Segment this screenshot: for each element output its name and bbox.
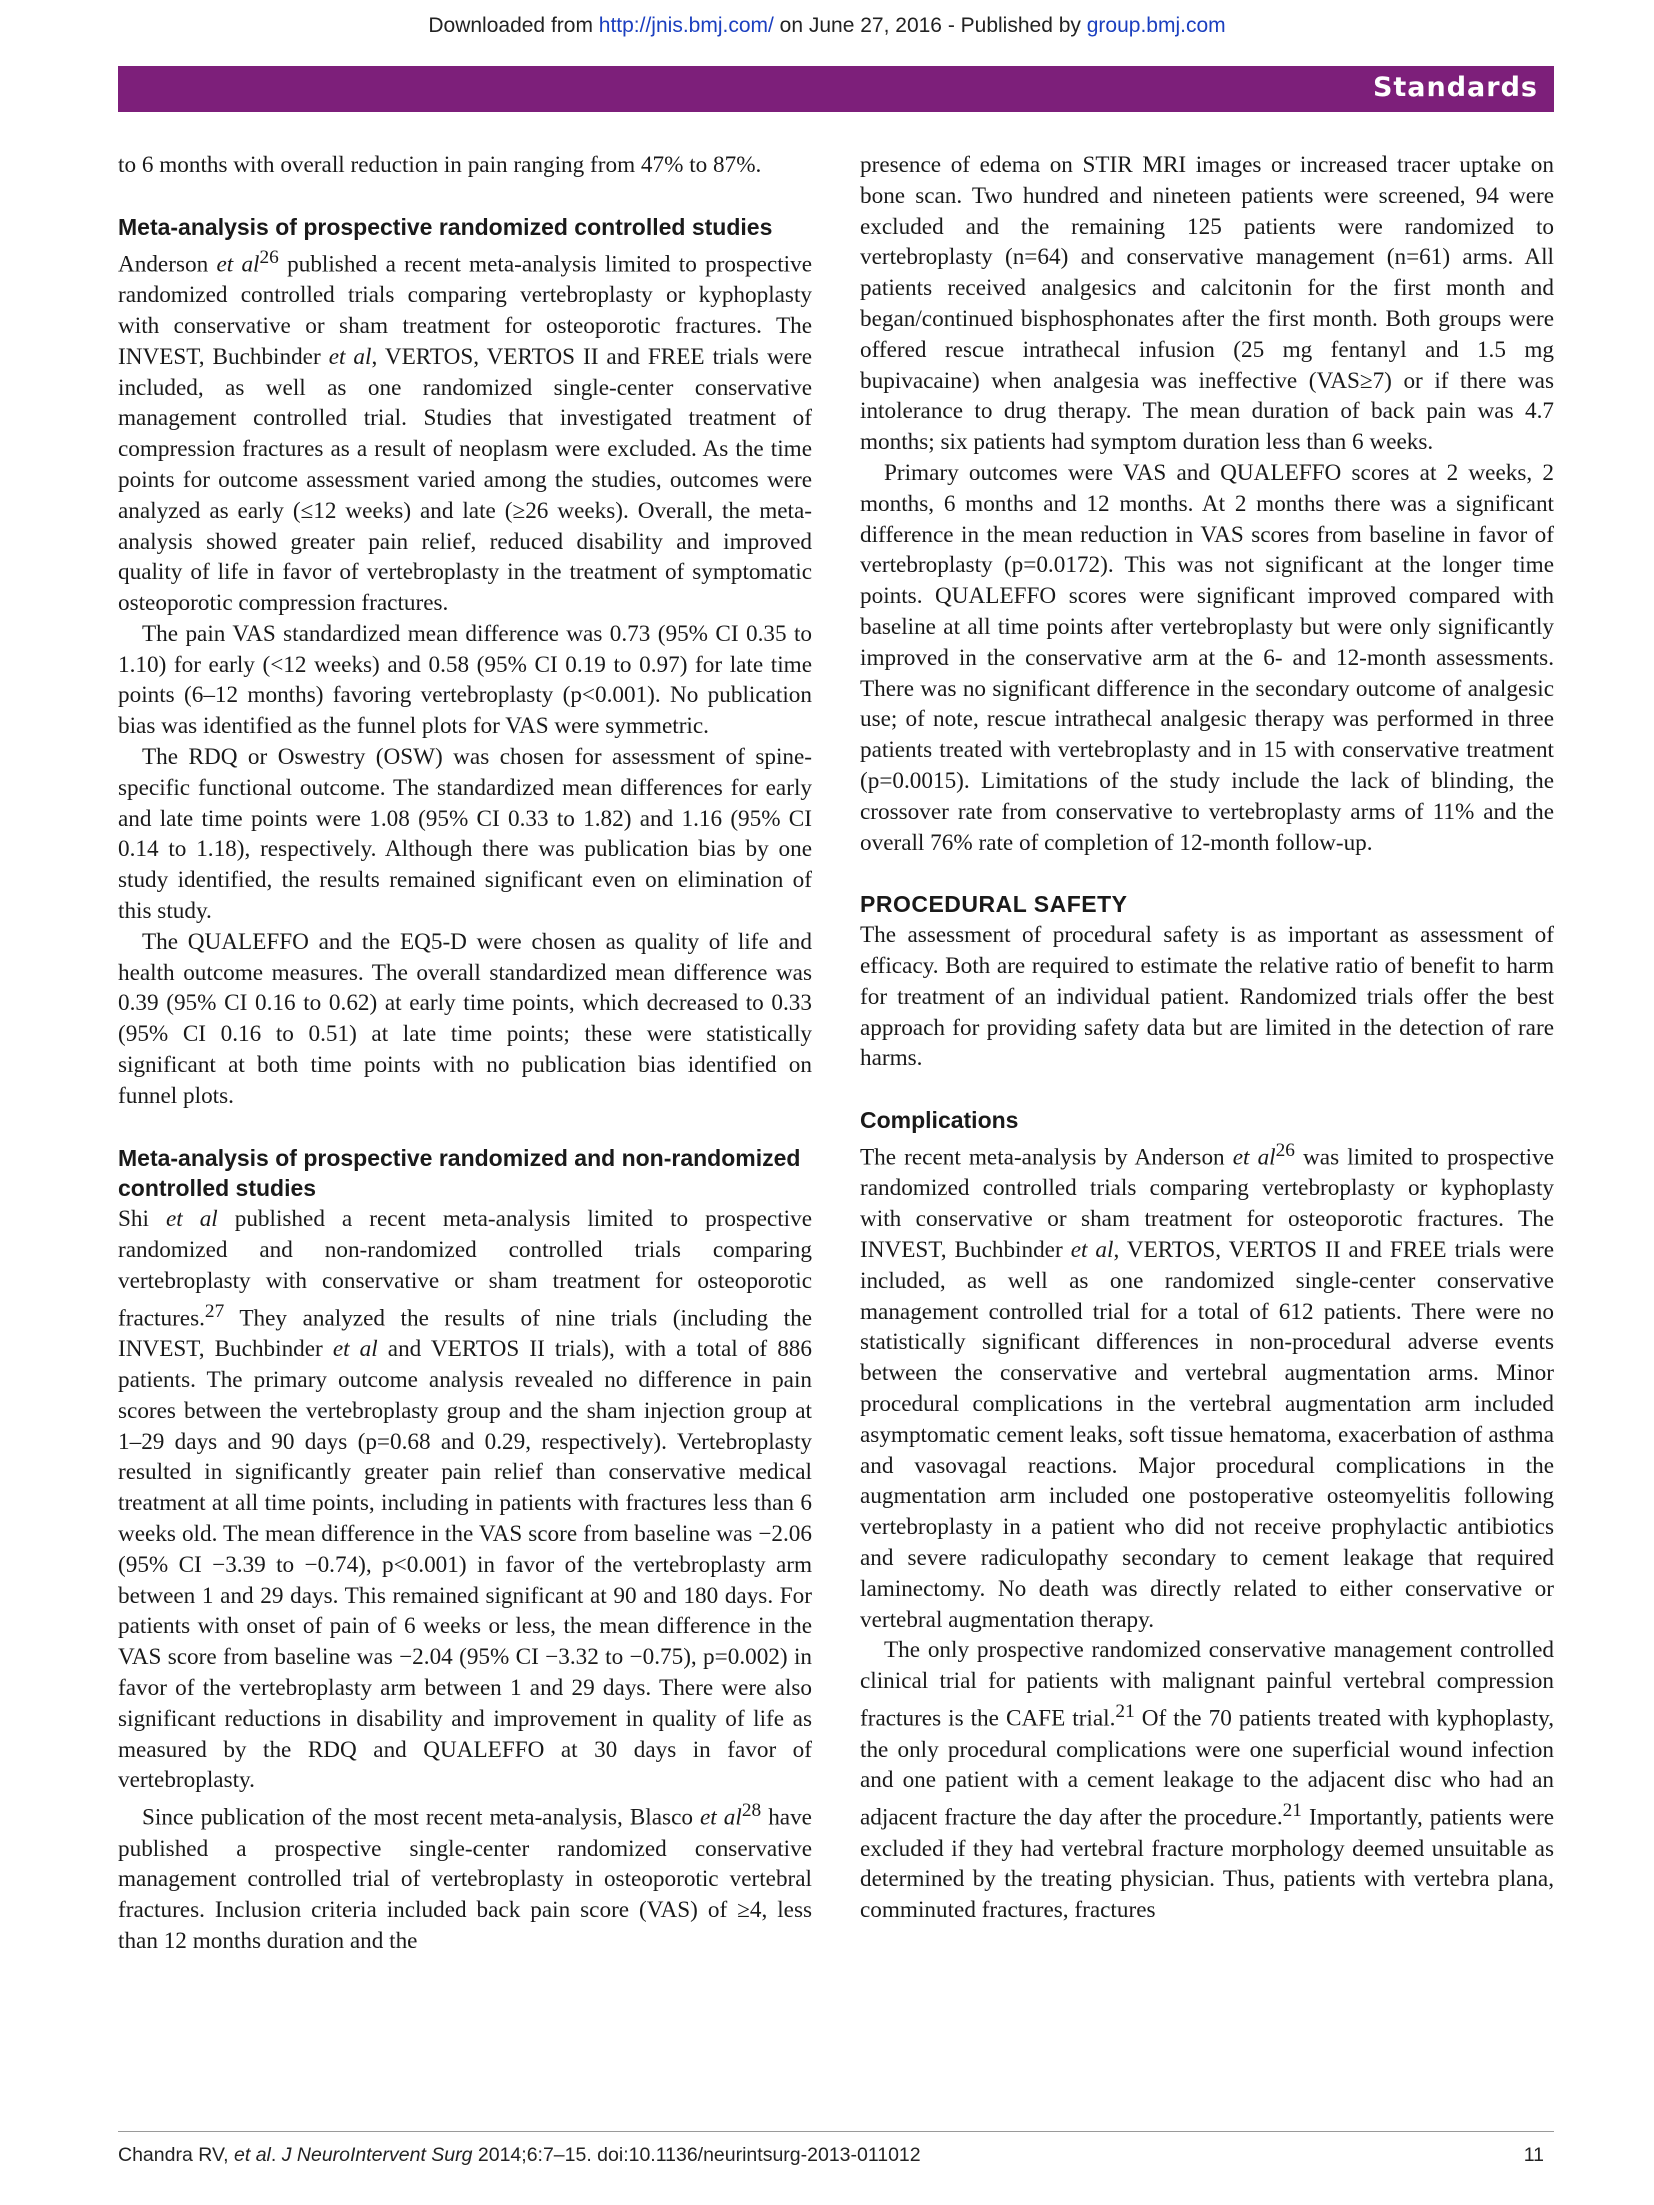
- subsection-heading: Meta-analysis of prospective randomized and non-randomized controlled studies: [118, 1144, 801, 1202]
- section-title: Standards: [1372, 72, 1538, 103]
- paragraph: Anderson et $al^{26}$ published a recent meta-analysis limited to prospective randomized controlled trials comparing vertebroplasty or kyphoplasty with conservative or sham treatment for osteoporotic fractures. The INVEST, Buchbinder et al, VERTOS, VERTOS II and FREE trials were included, as well as one randomized single-center conservative management controlled trial. Studies that investigated treatment of compression fractures as a result of neoplasm were excluded. As the time points for outcome assessment varied among the studies, outcomes were analyzed as early (≤12 weeks) and late (≥26 weeks). Overall, the meta-analysis showed greater pain relief, reduced disability and improved quality of life in favor of vertebroplasty in the treatment of symptomatic osteoporotic compression fractures.: [118, 246, 812, 617]
- paragraph: The RDQ or Oswestry (OSW) was chosen for assessment of spine-specific functional outcome. The standardized mean differences for early and late time points were 1.08 (95% CI 0.33 to 1.82) and 1.16 (95% CI 0.14 to 1.18), respectively. Although there was publication bias by one study identified, the results remained significant even on elimination of this study.: [118, 744, 812, 925]
- left-column: [118, 150, 812, 1957]
- subsection-heading: Meta-analysis of prospective randomized controlled studies: [118, 213, 773, 240]
- download-banner: Downloaded from http://jnis.bmj.com/ on June 27, 2016 - Published by group.bmj.com: [428, 14, 1226, 37]
- subsection-heading: Complications: [860, 1107, 1019, 1134]
- page-number: 11: [1523, 2144, 1544, 2166]
- paragraph: to 6 months with overall reduction in pain ranging from 47% to 87%.: [118, 152, 762, 178]
- paragraph: Primary outcomes were VAS and QUALEFFO scores at 2 weeks, 2 months, 6 months and 12 months. At 2 months there was a significant difference in the mean reduction in VAS scores from baseline in favor of vertebroplasty (p=0.0172). This was not significant at the longer time points. QUALEFFO scores were significant improved compared with baseline at all time points after vertebroplasty but were only significantly improved in the conservative arm at the 6- and 12-month assessments. There was no significant difference in the secondary outcome of analgesic use; of note, rescue intrathecal analgesic therapy was performed in three patients treated with vertebroplasty and in 15 with conservative treatment (p=0.0015). Limitations of the study include the lack of blinding, the crossover rate from conservative to vertebroplasty arms of 11% and the overall 76% rate of completion of 12-month follow-up.: [860, 459, 1554, 856]
- paragraph: presence of edema on STIR MRI images or increased tracer uptake on bone scan. Two hundred and nineteen patients were screened, 94 were excluded and the remaining 125 patients were randomized to vertebroplasty (n=64) and conservative management (n=61) arms. All patients received analgesics and calcitonin for the first month and began/continued bisphosphonates after the first month. Both groups were offered rescue intrathecal infusion (25 mg fentanyl and 1.5 mg bupivacaine) when analgesia was ineffective (VAS≥7) or if there was intolerance to drug therapy. The mean duration of back pain was 4.7 months; six patients had symptom duration less than 6 weeks.: [860, 152, 1554, 456]
- right-column: [860, 150, 1554, 1926]
- footer-divider: [118, 2131, 1554, 2132]
- citation: Chandra RV, et al. J NeuroIntervent Surg 2014;6:7–15. doi:10.1136/neurintsurg-2013-011012: [118, 2144, 921, 2166]
- paragraph: Since publication of the most recent meta-analysis, Blasco et $al^{28}$ have published a prospective single-center randomized conservative management controlled trial of vertebroplasty in osteoporotic vertebral fractures. Inclusion criteria included back pain score (VAS) of ≥4, less than 12 months duration and the: [118, 1800, 812, 1955]
- paragraph: The only prospective randomized conservative management controlled clinical trial for patients with malignant painful vertebral compression fractures is the CAFE trial.$^{21}$ Of the 70 patients treated with kyphoplasty, the only procedural complications were one superficial wound infection and one patient with a cement leakage to the adjacent disc who had an adjacent fracture the day after the procedure.$^{21}$ Importantly, patients were excluded if they had vertebral fracture morphology deemed unsuitable as determined by the treating physician. Thus, patients with vertebra plana, comminuted fractures, fractures: [860, 1637, 1554, 1924]
- paragraph: The assessment of procedural safety is as important as assessment of efficacy. Both are required to estimate the relative ratio of benefit to harm for treatment of an individual patient. Randomized trials offer the best approach for providing safety data but are limited in the detection of rare harms.: [860, 922, 1554, 1072]
- section-heading: PROCEDURAL SAFETY: [860, 891, 1128, 918]
- section-header-bar: [118, 66, 1554, 112]
- paragraph: The pain VAS standardized mean difference was 0.73 (95% CI 0.35 to 1.10) for early (<12 weeks) and 0.58 (95% CI 0.19 to 0.97) for late time points (6–12 months) favoring vertebroplasty (p<0.001). No publication bias was identified as the funnel plots for VAS were symmetric.: [118, 620, 812, 740]
- publisher-link[interactable]: group.bmj.com: [1086, 14, 1226, 37]
- paragraph: The QUALEFFO and the EQ5-D were chosen as quality of life and health outcome measures. The overall standardized mean difference was 0.39 (95% CI 0.16 to 0.62) at early time points, which decreased to 0.33 (95% CI 0.16 to 0.51) at late time points; these were statistically significant at both time points with no publication bias identified on funnel plots.: [118, 928, 812, 1109]
- paragraph: Shi et al published a recent meta-analysis limited to prospective randomized and non-randomized controlled trials comparing vertebroplasty with conservative or sham treatment for osteoporotic fractures.$^{27}$ They analyzed the results of nine trials (including the INVEST, Buchbinder et al and VERTOS II trials), with a total of 886 patients. The primary outcome analysis revealed no difference in pain scores between the vertebroplasty group and the sham injection group at 1–29 days and 90 days (p=0.68 and 0.29, respectively). Vertebroplasty resulted in significantly greater pain relief than conservative medical treatment at all time points, including in patients with fractures less than 6 weeks old. The mean difference in the VAS score from baseline was −2.06 (95% CI −3.39 to −0.74), p<0.001) in favor of the vertebroplasty arm between 1 and 29 days. This remained significant at 90 and 180 days. For patients with onset of pain of 6 weeks or less, the mean difference in the VAS score from baseline was −2.04 (95% CI −3.32 to −0.75), p=0.002) in favor of the vertebroplasty arm between 1 and 29 days. There were also significant reductions in disability and improvement in quality of life as measured by the RDQ and QUALEFFO at 30 days in favor of vertebroplasty.: [118, 1206, 812, 1794]
- journal-link[interactable]: http://jnis.bmj.com/: [598, 14, 774, 37]
- page-footer: [118, 2144, 1554, 2176]
- paragraph: The recent meta-analysis by Anderson et $al^{26}$ was limited to prospective randomized controlled trials comparing vertebroplasty or kyphoplasty with conservative or sham treatment for osteoporotic fractures. The INVEST, Buchbinder et al, VERTOS, VERTOS II and FREE trials were included, as well as one randomized single-center conservative management controlled trial for a total of 612 patients. There were no statistically significant differences in non-procedural adverse events between the conservative and vertebral augmentation arms. Minor procedural complications in the vertebral augmentation arm included asymptomatic cement leaks, soft tissue hematoma, exacerbation of asthma and vasovagal reactions. Major procedural complications in the augmentation arm included one postoperative osteomyelitis following vertebroplasty in a patient who did not receive prophylactic antibiotics and severe radiculopathy secondary to cement leakage that required laminectomy. No death was directly related to either conservative or vertebral augmentation therapy.: [860, 1139, 1554, 1633]
